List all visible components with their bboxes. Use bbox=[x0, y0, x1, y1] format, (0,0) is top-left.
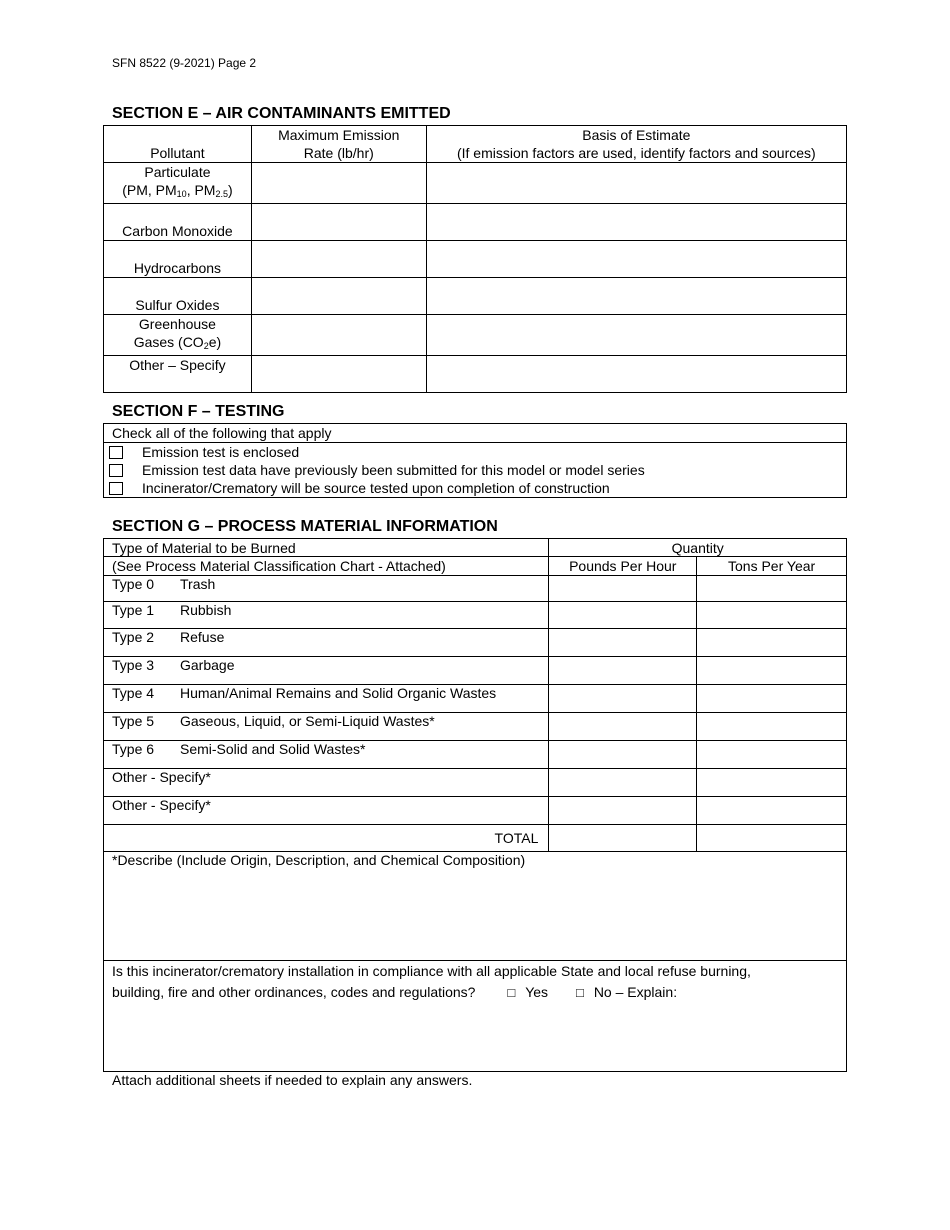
testing-option-label: Emission test is enclosed bbox=[142, 444, 300, 460]
col-pollutant: Pollutant bbox=[104, 126, 252, 163]
table-row bbox=[104, 278, 847, 315]
tpy-input[interactable] bbox=[697, 657, 847, 685]
section-f-title: SECTION F – TESTING bbox=[112, 403, 285, 420]
section-g-title: SECTION G – PROCESS MATERIAL INFORMATION bbox=[112, 518, 498, 535]
checkbox[interactable] bbox=[109, 446, 123, 459]
material-type-1: Type 1 Rubbish bbox=[104, 602, 549, 629]
footer-note: Attach additional sheets if needed to explain any answers. bbox=[112, 1072, 473, 1088]
describe-field[interactable] bbox=[104, 852, 847, 961]
describe-label: *Describe (Include Origin, Description, and Chemical Composition) bbox=[112, 852, 526, 868]
total-label: TOTAL bbox=[104, 825, 549, 852]
tpy-input[interactable] bbox=[697, 602, 847, 629]
table-row bbox=[104, 576, 847, 602]
yes-label: Yes bbox=[525, 984, 549, 1000]
describe-row bbox=[104, 852, 847, 961]
checkbox[interactable] bbox=[109, 464, 123, 477]
pph-input[interactable] bbox=[549, 629, 697, 657]
col-quantity: Quantity bbox=[549, 539, 847, 557]
pph-input[interactable] bbox=[549, 602, 697, 629]
table-row bbox=[104, 629, 847, 657]
pph-total-input[interactable] bbox=[549, 825, 697, 852]
table-row bbox=[104, 825, 847, 852]
table-row bbox=[104, 204, 847, 241]
material-type-3: Type 3 Garbage bbox=[104, 657, 549, 685]
pollutant-carbon-monoxide: Carbon Monoxide bbox=[104, 204, 252, 241]
pph-input[interactable] bbox=[549, 797, 697, 825]
table-row bbox=[104, 356, 847, 393]
testing-option-label: Incinerator/Crematory will be source tested upon completion of construction bbox=[142, 480, 610, 496]
pollutant-greenhouse-gases: Greenhouse Gases $(CO_2e)$ bbox=[104, 315, 252, 356]
col-max-emission-rate: Maximum Emission Rate (lb/hr) bbox=[251, 126, 426, 163]
tpy-input[interactable] bbox=[697, 576, 847, 602]
table-row bbox=[104, 163, 847, 204]
table-row bbox=[104, 797, 847, 825]
testing-table bbox=[103, 423, 847, 498]
compliance-question-line2: building, fire and other ordinances, codes and regulations? bbox=[112, 984, 476, 1000]
testing-option bbox=[104, 479, 846, 497]
table-row bbox=[104, 741, 847, 769]
tpy-input[interactable] bbox=[697, 629, 847, 657]
material-type-4: Type 4 Human/Animal Remains and Solid Organic Wastes bbox=[104, 685, 549, 713]
material-type-5: Type 5 Gaseous, Liquid, or Semi-Liquid Wastes* bbox=[104, 713, 549, 741]
tpy-input[interactable] bbox=[697, 685, 847, 713]
pollutant-other: Other – Specify bbox=[104, 356, 252, 393]
testing-instruction: Check all of the following that apply bbox=[104, 424, 847, 443]
table-row bbox=[104, 315, 847, 356]
rate-input-greenhouse-gases[interactable] bbox=[251, 315, 426, 356]
pph-input[interactable] bbox=[549, 657, 697, 685]
col-type-note: (See Process Material Classification Chart - Attached) bbox=[104, 557, 549, 576]
tpy-input[interactable] bbox=[697, 797, 847, 825]
table-row bbox=[104, 769, 847, 797]
basis-input-greenhouse-gases[interactable] bbox=[426, 315, 846, 356]
col-type-of-material: Type of Material to be Burned bbox=[104, 539, 549, 557]
no-checkbox-icon: □ bbox=[575, 985, 584, 1000]
basis-input-hydrocarbons[interactable] bbox=[426, 241, 846, 278]
testing-option bbox=[104, 443, 846, 461]
basis-input-carbon-monoxide[interactable] bbox=[426, 204, 846, 241]
material-type-0: Type 0 Trash bbox=[104, 576, 549, 602]
pollutant-hydrocarbons: Hydrocarbons bbox=[104, 241, 252, 278]
no-label: No – Explain: bbox=[593, 984, 678, 1000]
compliance-field bbox=[104, 961, 847, 1072]
table-row bbox=[104, 713, 847, 741]
compliance-row bbox=[104, 961, 847, 1072]
checkbox[interactable] bbox=[109, 482, 123, 495]
compliance-question-line1: Is this incinerator/crematory installation in compliance with all applicable State and local refuse burning, bbox=[112, 963, 751, 979]
tpy-input[interactable] bbox=[697, 769, 847, 797]
table-row bbox=[104, 241, 847, 278]
section-e-title: SECTION E – AIR CONTAMINANTS EMITTED bbox=[112, 105, 451, 122]
col-basis-of-estimate: Basis of Estimate (If emission factors are used, identify factors and sources) bbox=[426, 126, 846, 163]
table-header-row bbox=[104, 539, 847, 557]
col-tons-per-year: Tons Per Year bbox=[697, 557, 847, 576]
yes-checkbox-icon: □ bbox=[507, 985, 516, 1000]
tpy-input[interactable] bbox=[697, 741, 847, 769]
testing-option bbox=[104, 461, 846, 479]
pollutant-sulfur-oxides: Sulfur Oxides bbox=[104, 278, 252, 315]
table-header-row bbox=[104, 126, 847, 163]
testing-option-label: Emission test data have previously been submitted for this model or model series bbox=[142, 462, 645, 478]
basis-input-particulate[interactable] bbox=[426, 163, 846, 204]
air-contaminants-table bbox=[103, 125, 847, 393]
rate-input-hydrocarbons[interactable] bbox=[251, 241, 426, 278]
rate-input-particulate[interactable] bbox=[251, 163, 426, 204]
table-row bbox=[104, 602, 847, 629]
rate-input-carbon-monoxide[interactable] bbox=[251, 204, 426, 241]
testing-options bbox=[104, 443, 847, 498]
tpy-total-input[interactable] bbox=[697, 825, 847, 852]
rate-input-sulfur-oxides[interactable] bbox=[251, 278, 426, 315]
no-option[interactable] bbox=[576, 982, 677, 1003]
yes-option[interactable] bbox=[507, 982, 548, 1003]
table-row bbox=[104, 657, 847, 685]
material-type-2: Type 2 Refuse bbox=[104, 629, 549, 657]
pph-input[interactable] bbox=[549, 576, 697, 602]
rate-input-other[interactable] bbox=[251, 356, 426, 393]
pollutant-particulate: Particulate (PM, $PM_{10}$, $PM_{2.5}$) bbox=[104, 163, 252, 204]
pph-input[interactable] bbox=[549, 741, 697, 769]
material-other-2: Other - Specify* bbox=[104, 797, 549, 825]
material-other-1: Other - Specify* bbox=[104, 769, 549, 797]
basis-input-sulfur-oxides[interactable] bbox=[426, 278, 846, 315]
tpy-input[interactable] bbox=[697, 713, 847, 741]
basis-input-other[interactable] bbox=[426, 356, 846, 393]
pph-input[interactable] bbox=[549, 685, 697, 713]
pph-input[interactable] bbox=[549, 769, 697, 797]
table-row bbox=[104, 685, 847, 713]
col-pounds-per-hour: Pounds Per Hour bbox=[549, 557, 697, 576]
material-type-6: Type 6 Semi-Solid and Solid Wastes* bbox=[104, 741, 549, 769]
table-header-row bbox=[104, 557, 847, 576]
process-material-table bbox=[103, 538, 847, 1072]
pph-input[interactable] bbox=[549, 713, 697, 741]
form-id: SFN 8522 (9-2021) Page 2 bbox=[112, 56, 257, 70]
